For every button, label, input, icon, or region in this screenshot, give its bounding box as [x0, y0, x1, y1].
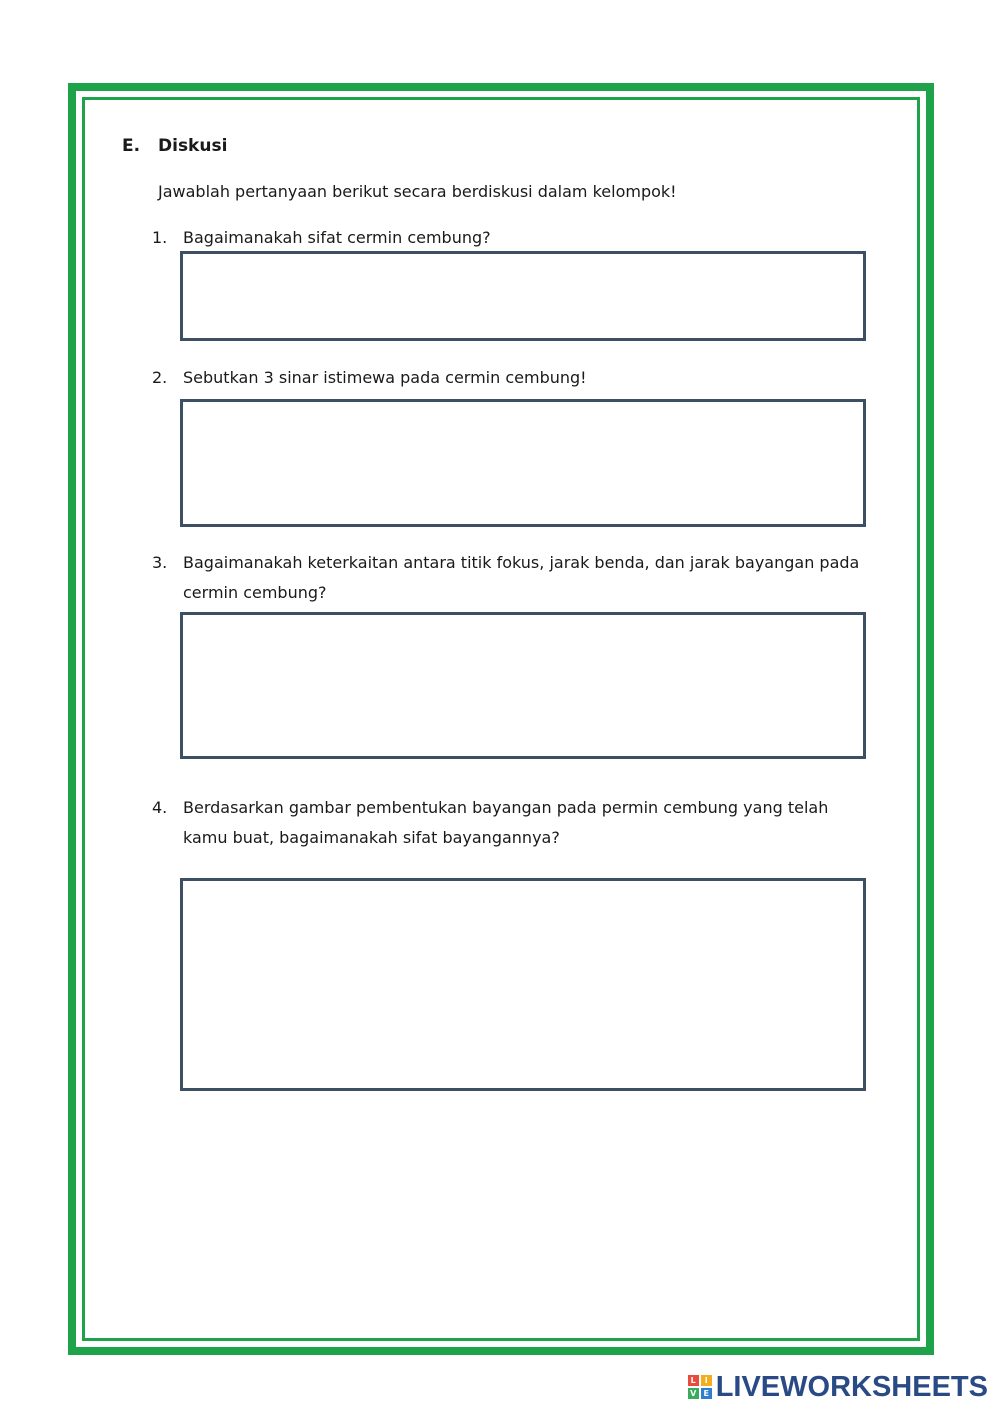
answer-box-4[interactable] — [180, 878, 866, 1091]
logo-icon-letter-i: I — [701, 1375, 712, 1386]
section-letter: E. — [122, 136, 141, 156]
question-2-number: 2. — [152, 368, 168, 387]
question-3-text: Bagaimanakah keterkaitan antara titik fokus, jarak benda, dan jarak bayangan pada cermin cembung? — [183, 553, 860, 602]
question-1-number: 1. — [152, 228, 168, 247]
answer-box-3[interactable] — [180, 612, 866, 759]
answer-box-1[interactable] — [180, 251, 866, 341]
logo-icon-letter-l: L — [688, 1375, 699, 1386]
question-4-text: Berdasarkan gambar pembentukan bayangan pada permin cembung yang telah kamu buat, bagaimanakah sifat bayangannya? — [183, 798, 829, 847]
liveworksheets-logo-icon — [688, 1375, 712, 1399]
instruction-text: Jawablah pertanyaan berikut secara berdiskusi dalam kelompok! — [158, 182, 677, 201]
logo-icon-letter-e: E — [701, 1388, 712, 1399]
logo-icon-letter-v: V — [688, 1388, 699, 1399]
question-2-text: Sebutkan 3 sinar istimewa pada cermin cembung! — [183, 368, 587, 387]
question-3-number: 3. — [152, 553, 168, 572]
liveworksheets-logo-text: LIVEWORKSHEETS — [715, 1370, 988, 1403]
question-1-text: Bagaimanakah sifat cermin cembung? — [183, 228, 491, 247]
question-4-number: 4. — [152, 798, 168, 817]
section-title: Diskusi — [158, 136, 228, 156]
liveworksheets-logo — [688, 1372, 988, 1402]
answer-box-2[interactable] — [180, 399, 866, 527]
